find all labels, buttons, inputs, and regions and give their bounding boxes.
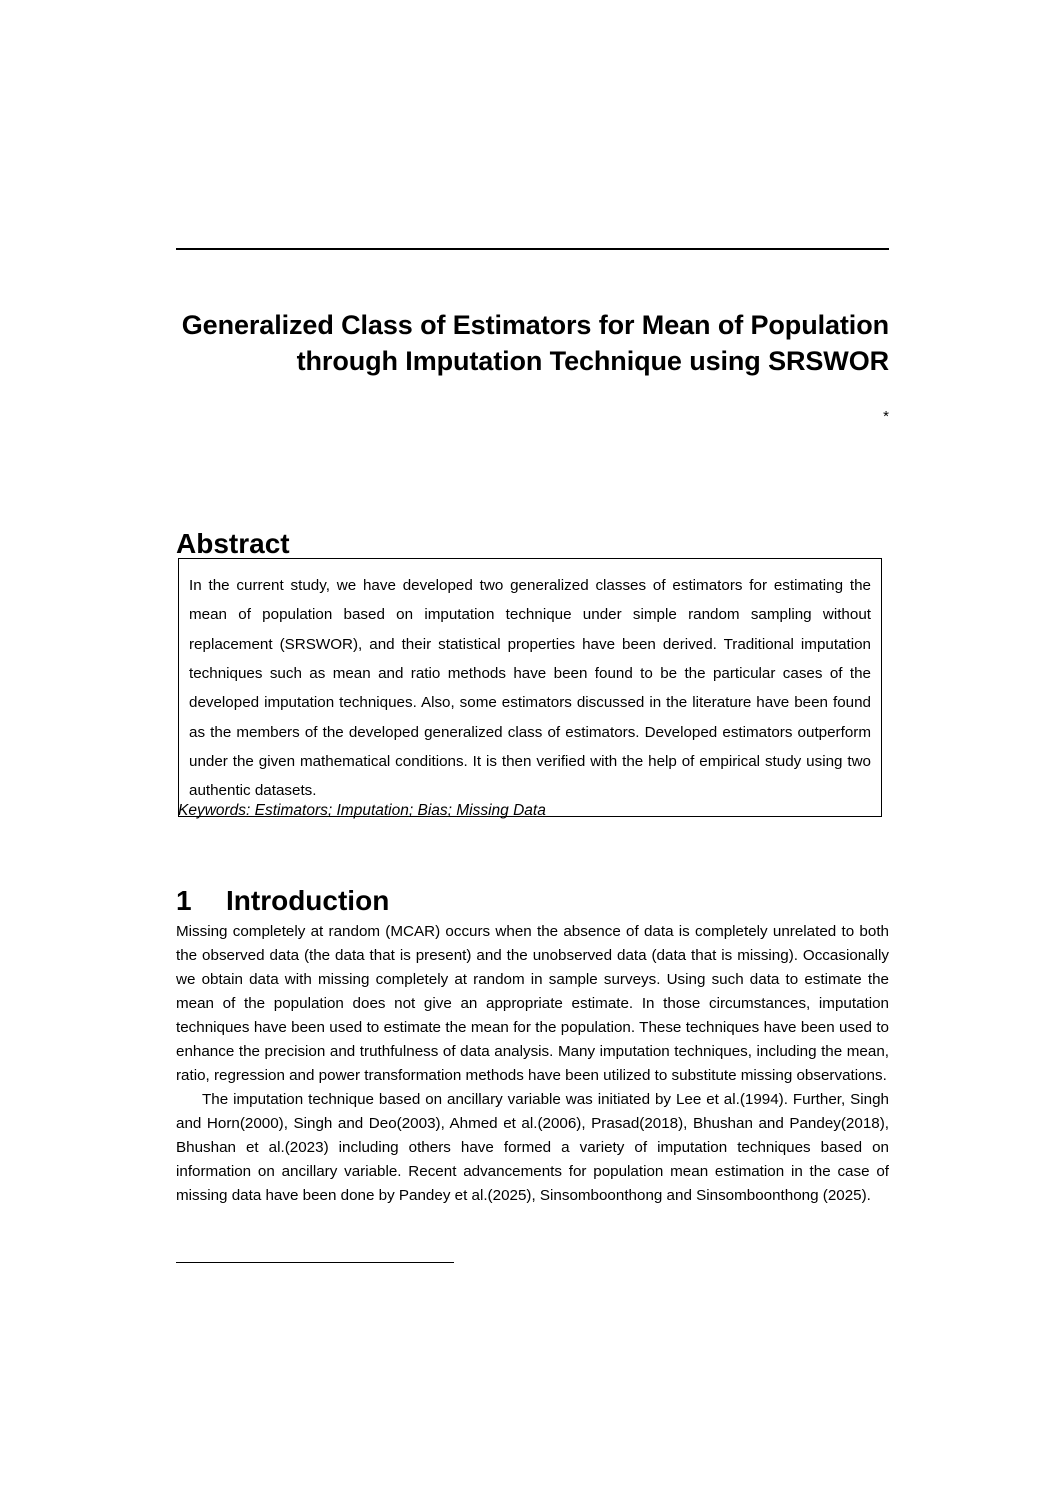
abstract-heading: Abstract	[176, 528, 290, 560]
footnote-divider	[176, 1262, 454, 1263]
abstract-text: In the current study, we have developed two generalized classes of estimators for estimating the mean of population based on imputation technique under simple random sampling without replacement (SRSWOR), and their statistical properties have been derived. Traditional imputation techniques such as mean and ratio methods have been found to be the particular cases of the developed imputation techniques. Also, some estimators discussed in the literature have been found as the members of the developed generalized class of estimators. Developed estimators outperform under the given mathematical conditions. It is then verified with the help of empirical study using two authentic datasets.	[189, 577, 871, 800]
page-content	[176, 0, 889, 1497]
page-title: Generalized Class of Estimators for Mean of Population through Imputation Technique using SRSWOR	[181, 310, 889, 376]
section-body	[176, 920, 889, 1208]
keywords-line: Keywords: Estimators; Imputation; Bias; Missing Data	[178, 802, 546, 819]
header-divider	[176, 248, 889, 250]
section-title: Introduction	[226, 885, 390, 917]
paragraph-2: The imputation technique based on ancillary variable was initiated by Lee et al.(1994). Further, Singh and Horn(2000), Singh and Deo(2003), Ahmed et al.(2006), Prasad(2018), Bhushan and Pandey(2018), Bhushan et al.(2023) including others have formed a variety of imputation techniques based on information on ancillary variable. Recent advancements for population mean estimation in the case of missing data have been done by Pandey et al.(2025), Sinsomboonthong and Sinsomboonthong (2025).	[176, 1091, 889, 1205]
section-heading-introduction	[176, 885, 389, 917]
abstract-box	[178, 558, 882, 817]
footnote-marker: *	[883, 408, 889, 425]
section-number: 1	[176, 885, 192, 917]
paragraph-1: Missing completely at random (MCAR) occurs when the absence of data is completely unrelated to both the observed data (the data that is present) and the unobserved data (data that is missing). Occasionally we obtain data with missing completely at random in sample surveys. Using such data to estimate the mean of the population does not give an appropriate estimate. In those circumstances, imputation techniques have been used to estimate the mean for the population. These techniques have been used to enhance the precision and truthfulness of data analysis. Many imputation techniques, including the mean, ratio, regression and power transformation methods have been utilized to substitute missing observations.	[176, 923, 889, 1085]
